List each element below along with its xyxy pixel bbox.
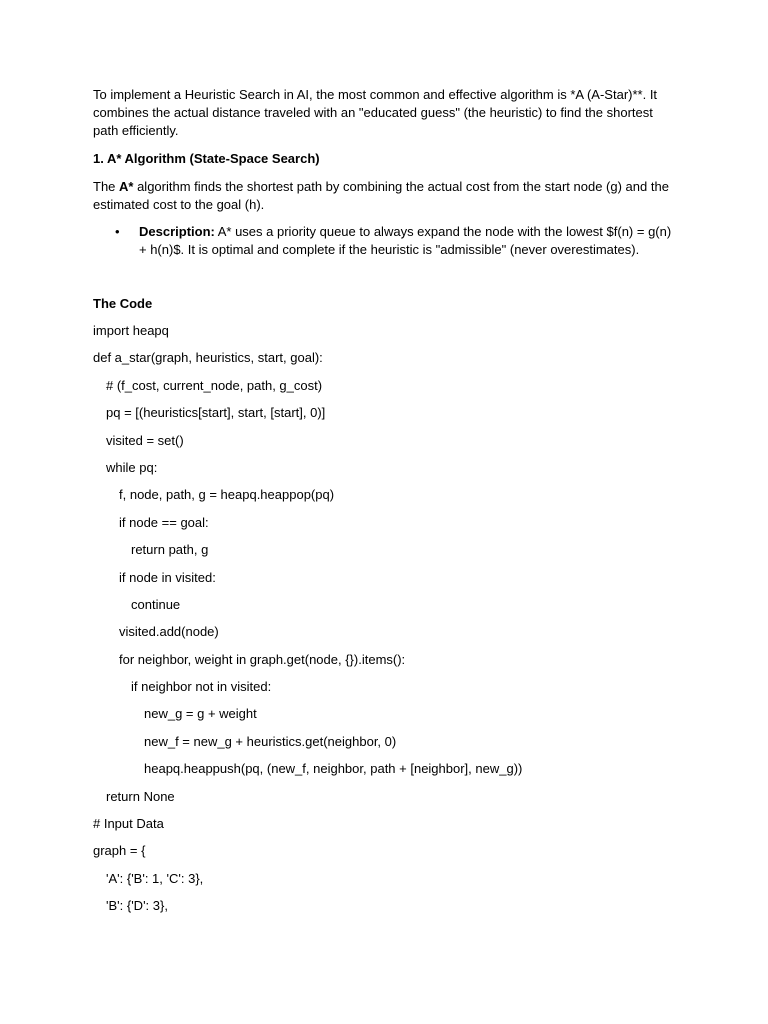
paragraph-bold-term: A* (119, 179, 134, 194)
bullet-list (93, 223, 678, 259)
code-line: pq = [(heuristics[start], start, [start], 0)] (106, 405, 326, 421)
code-line: continue (131, 596, 181, 612)
bullet-label: Description: (139, 224, 215, 239)
code-line: # Input Data (93, 816, 164, 832)
document-body (93, 86, 678, 925)
code-block (93, 322, 678, 925)
section-heading: 1. A* Algorithm (State-Space Search) (93, 151, 320, 166)
code-line: heapq.heappush(pq, (new_f, neighbor, path + [neighbor], new_g)) (144, 761, 523, 777)
code-line: def a_star(graph, heuristics, start, goal): (93, 350, 323, 366)
bullet-text: A* uses a priority queue to always expand the node with the lowest $f(n) = g(n) + h(n)$. It is optimal and complete if the heuristic is "admissible" (never overestimates). (139, 224, 672, 257)
code-line: graph = { (93, 843, 146, 859)
code-line: for neighbor, weight in graph.get(node, {}).items(): (119, 651, 406, 667)
intro-paragraph: To implement a Heuristic Search in AI, the most common and effective algorithm is *A (A-Star)**. It combines the actual distance traveled with an "educated guess" (the heuristic) to find the shortest path efficiently. (93, 87, 658, 138)
code-line: visited = set() (106, 432, 184, 448)
bullet-item-description (93, 223, 678, 259)
section-paragraph (93, 178, 678, 214)
code-line: return path, g (131, 542, 209, 558)
code-line: f, node, path, g = heapq.heappop(pq) (119, 487, 335, 503)
paragraph-text: algorithm finds the shortest path by combining the actual cost from the start node (g) and the estimated cost to the goal (h). (93, 179, 669, 212)
code-line: new_g = g + weight (144, 706, 257, 722)
code-line: if neighbor not in visited: (131, 679, 272, 695)
code-line: import heapq (93, 323, 169, 338)
code-line: return None (106, 788, 175, 804)
code-line: visited.add(node) (119, 624, 219, 640)
code-line: 'A': {'B': 1, 'C': 3}, (106, 870, 204, 886)
code-line: 'B': {'D': 3}, (106, 898, 168, 914)
code-line: if node in visited: (119, 569, 216, 585)
code-heading: The Code (93, 296, 153, 311)
code-line: if node == goal: (119, 514, 209, 530)
bullet-icon: • (115, 224, 120, 239)
code-line: # (f_cost, current_node, path, g_cost) (106, 377, 323, 393)
code-line: while pq: (106, 459, 158, 475)
code-line: new_f = new_g + heuristics.get(neighbor, 0) (144, 733, 397, 749)
paragraph-prefix: The (93, 179, 120, 194)
